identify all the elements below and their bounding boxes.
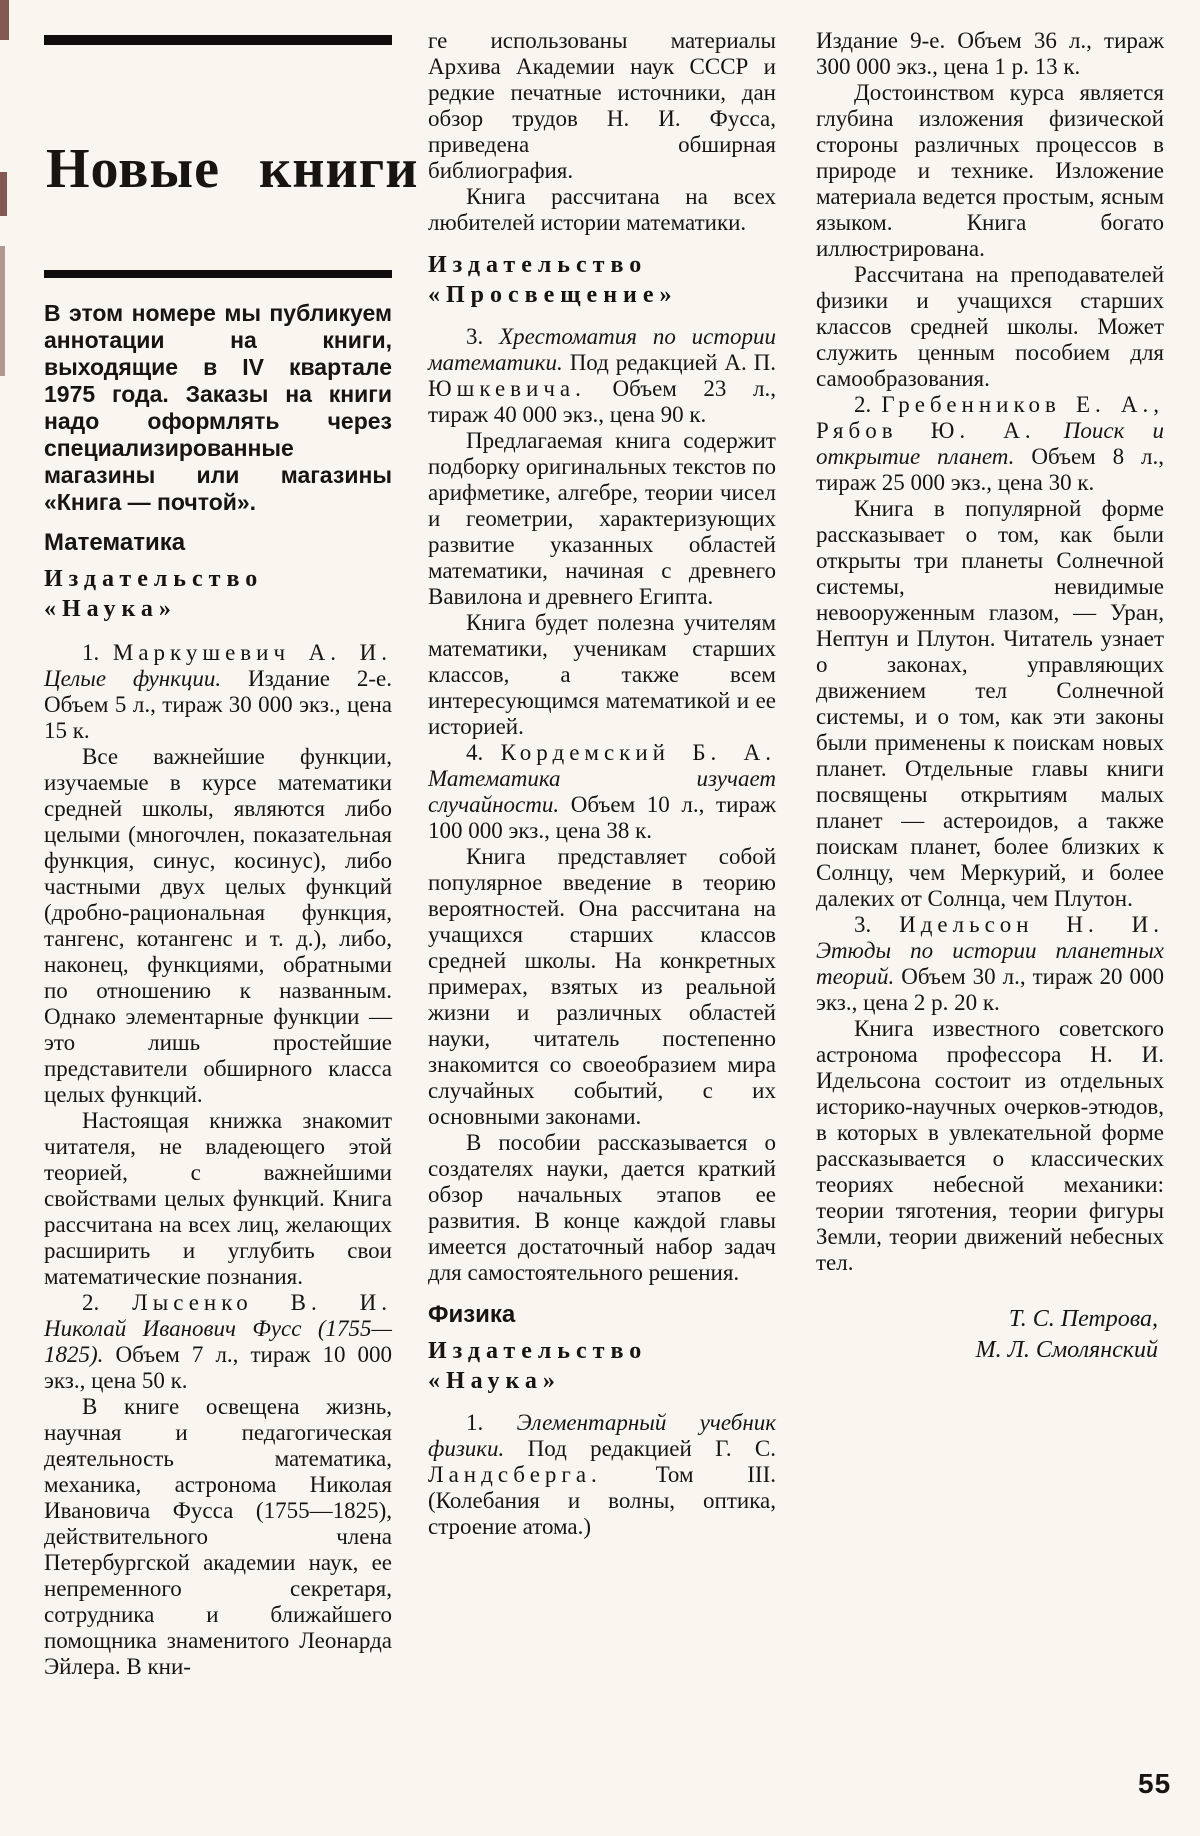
left-column: [44, 35, 419, 1680]
entry-editor: Юшкевича.: [428, 376, 586, 401]
book-entry-6: [816, 392, 1164, 496]
entry-number: 2.: [854, 392, 872, 417]
annotation: Настоящая книжка знакомит читателя, не владеющего этой теорией, с важнейшими свойствами целых функций. Книга рассчитана на всех лиц, желающих расширить и углубить свои математические познания.: [44, 1108, 392, 1289]
annotation: В книге освещена жизнь, научная и педагогическая деятельность математика, механика, астронома Николая Ивановича Фусса (1755—1825), действительного члена Петербургской академии наук, ее непременного секретаря, сотрудника и ближайшего помощника знаменитого Леонарда Эйлера. В кни-: [44, 1394, 392, 1679]
publisher-line: «Наука»: [428, 1368, 561, 1394]
intro-note: В этом номере мы публикуем аннотации на книги, выходящие в IV квартале 1975 года. Заказы на книги надо оформлять через специализированные магазины или магазины «Книга — почтой».: [44, 300, 392, 515]
book-entry-4: [428, 740, 776, 844]
entry-info: Объем 10 л., тираж 100 000 экз., цена 38 к.: [428, 792, 776, 843]
entry-info: Объем 30 л., тираж 20 000 экз., цена 2 р. 20 к.: [816, 964, 1164, 1015]
annotation-continued: Издание 9-е. Объем 36 л., тираж 300 000 экз., цена 1 р. 13 к.: [816, 28, 1164, 79]
mid-rule: [44, 270, 392, 278]
book-entry-1: [44, 640, 392, 744]
scan-artifact: [0, 0, 9, 40]
annotation: Книга представляет собой популярное введение в теорию вероятностей. Она рассчитана на учащихся старших классов средней школы. На конкретных примерах, взятых из реальной жизни и различных областей науки, читатель постепенно знакомится со своеобразием мира случайных событий, с их основными законами.: [428, 844, 776, 1129]
entry-number: 1.: [82, 640, 100, 665]
entry-info: Под редакцией Г. С.: [527, 1436, 776, 1461]
entry-title: Николай Иванович Фусс (1755—1825).: [44, 1316, 392, 1367]
entry-info: Объем 23 л., тираж 40 000 экз., цена 90 к.: [428, 376, 777, 427]
entry-editor: Ландсберга.: [428, 1462, 602, 1487]
entry-author: Лысенко В. И.: [132, 1290, 393, 1315]
signature-line: М. Л. Смолянский: [975, 1337, 1158, 1363]
entry-info: Объем 7 л., тираж 10 000 экз., цена 50 к.: [44, 1342, 392, 1393]
top-rule: [44, 35, 392, 45]
authors-signature: [816, 1304, 1158, 1366]
annotation: Предлагаемая книга содержит подборку оригинальных текстов по арифметике, алгебре, теории чисел и геометрии, характеризующих развитие указанных областей математики, начиная с древнего Вавилона и древнего Египта.: [428, 428, 776, 609]
entry-number: 4.: [466, 740, 484, 765]
book-entry-2: [44, 1290, 392, 1394]
annotation: Достоинством курса является глубина изложения физической стороны различных процессов в природе и технике. Изложение материала ведется простым, ясным языком. Книга богато иллюстрирована.: [816, 80, 1164, 261]
publisher-heading-nauka: [44, 564, 392, 624]
entry-title: Поиск и открытие планет.: [816, 418, 1165, 469]
entry-info: Под редакцией А. П.: [569, 350, 777, 375]
publisher-line: «Наука»: [44, 596, 177, 622]
book-entry-7: [816, 912, 1164, 1016]
publisher-heading-prosveshchenie: [428, 250, 776, 310]
entry-title: Хрестоматия по истории математики.: [428, 324, 777, 375]
entry-author: Гребенников Е. А., Рябов Ю. А.: [816, 392, 1164, 443]
page-number: 55: [1138, 1768, 1172, 1799]
entry-author: Идельсон Н. И.: [899, 912, 1164, 937]
annotation: Книга в популярной форме рассказывает о том, как были открыты три планеты Солнечной системы, невидимые невооруженным глазом, — Уран, Нептун и Плутон. Читатель узнает о законах, управляющих движением тел Солнечной системы, и о том, как эти законы были применены к поискам новых планет. Отдельные главы книги посвящены открытиям малых планет — астероидов, а также поискам планет, более близких к Солнцу, чем Меркурий, и более далеких от Солнца, чем Плутон.: [816, 496, 1164, 911]
section-heading-physics: Физика: [428, 1301, 516, 1328]
book-entry-3: [428, 324, 776, 428]
annotation-continued: ге использованы материалы Архива Академии наук СССР и редкие печатные источники, дан обзор трудов Н. И. Фусса, приведена обширная библиография.: [428, 28, 776, 183]
middle-column: [428, 28, 776, 1540]
publisher-line: Издательство: [44, 566, 264, 592]
annotation: Книга рассчитана на всех любителей истории математики.: [428, 184, 776, 235]
publisher-line: Издательство: [428, 252, 648, 278]
entry-info: Том III. (Колебания и волны, оптика, строение атома.): [428, 1462, 776, 1539]
book-entry-5: [428, 1410, 776, 1540]
page-title: Новые книги: [46, 138, 419, 200]
scan-artifact: [0, 172, 7, 216]
publisher-heading-nauka-2: [428, 1336, 776, 1396]
entry-number: 1.: [466, 1410, 484, 1435]
entry-number: 3.: [854, 912, 872, 937]
entry-title: Этюды по истории планетных теорий.: [816, 938, 1164, 989]
entry-title: Целые функции.: [44, 666, 222, 691]
annotation: Книга будет полезна учителям математики, ученикам старших классов, а также всем интересующимся математикой и ее историей.: [428, 610, 776, 739]
entry-title: Математика изучает случайности.: [428, 766, 776, 817]
entry-author: Маркушевич А. И.: [112, 640, 392, 665]
annotation: В пособии рассказывается о создателях науки, дается краткий обзор начальных этапов ее развития. В конце каждой главы имеется достаточный набор задач для самостоятельного решения.: [428, 1130, 776, 1285]
publisher-line: Издательство: [428, 1338, 648, 1364]
entry-number: 3.: [466, 324, 484, 349]
publisher-line: «Просвещение»: [428, 282, 678, 308]
entry-number: 2.: [82, 1290, 100, 1315]
annotation: Все важнейшие функции, изучаемые в курсе математики средней школы, являются либо целыми (многочлен, показательная функция, синус, косинус), либо частными двух целых функций (дробно-рациональная функция, тангенс, котангенс и т. д.), либо, наконец, функциями, обратными по отношению к названным. Однако элементарные функции — это лишь простейшие представители обширного класса целых функций.: [44, 744, 392, 1107]
right-column: [816, 28, 1164, 1366]
annotation: Книга известного советского астронома профессора Н. И. Идельсона состоит из отдельных историко-научных очерков-этюдов, в которых в увлекательной форме рассказывается о классических теориях небесной механики: теории тяготения, теории фигуры Земли, теории движений небесных тел.: [816, 1016, 1164, 1275]
signature-line: Т. С. Петрова,: [1008, 1306, 1158, 1332]
scan-artifact: [0, 246, 5, 376]
entry-info: Объем 8 л., тираж 25 000 экз., цена 30 к.: [816, 444, 1165, 495]
entry-info: Издание 2-е. Объем 5 л., тираж 30 000 экз., цена 15 к.: [44, 666, 392, 743]
annotation: Рассчитана на преподавателей физики и учащихся старших классов средней школы. Может служить ценным пособием для самообразования.: [816, 262, 1164, 391]
entry-title: Элементарный учебник физики.: [428, 1410, 777, 1461]
section-heading-mathematics: Математика: [44, 529, 186, 556]
entry-author: Кордемский Б. А.: [500, 740, 776, 765]
